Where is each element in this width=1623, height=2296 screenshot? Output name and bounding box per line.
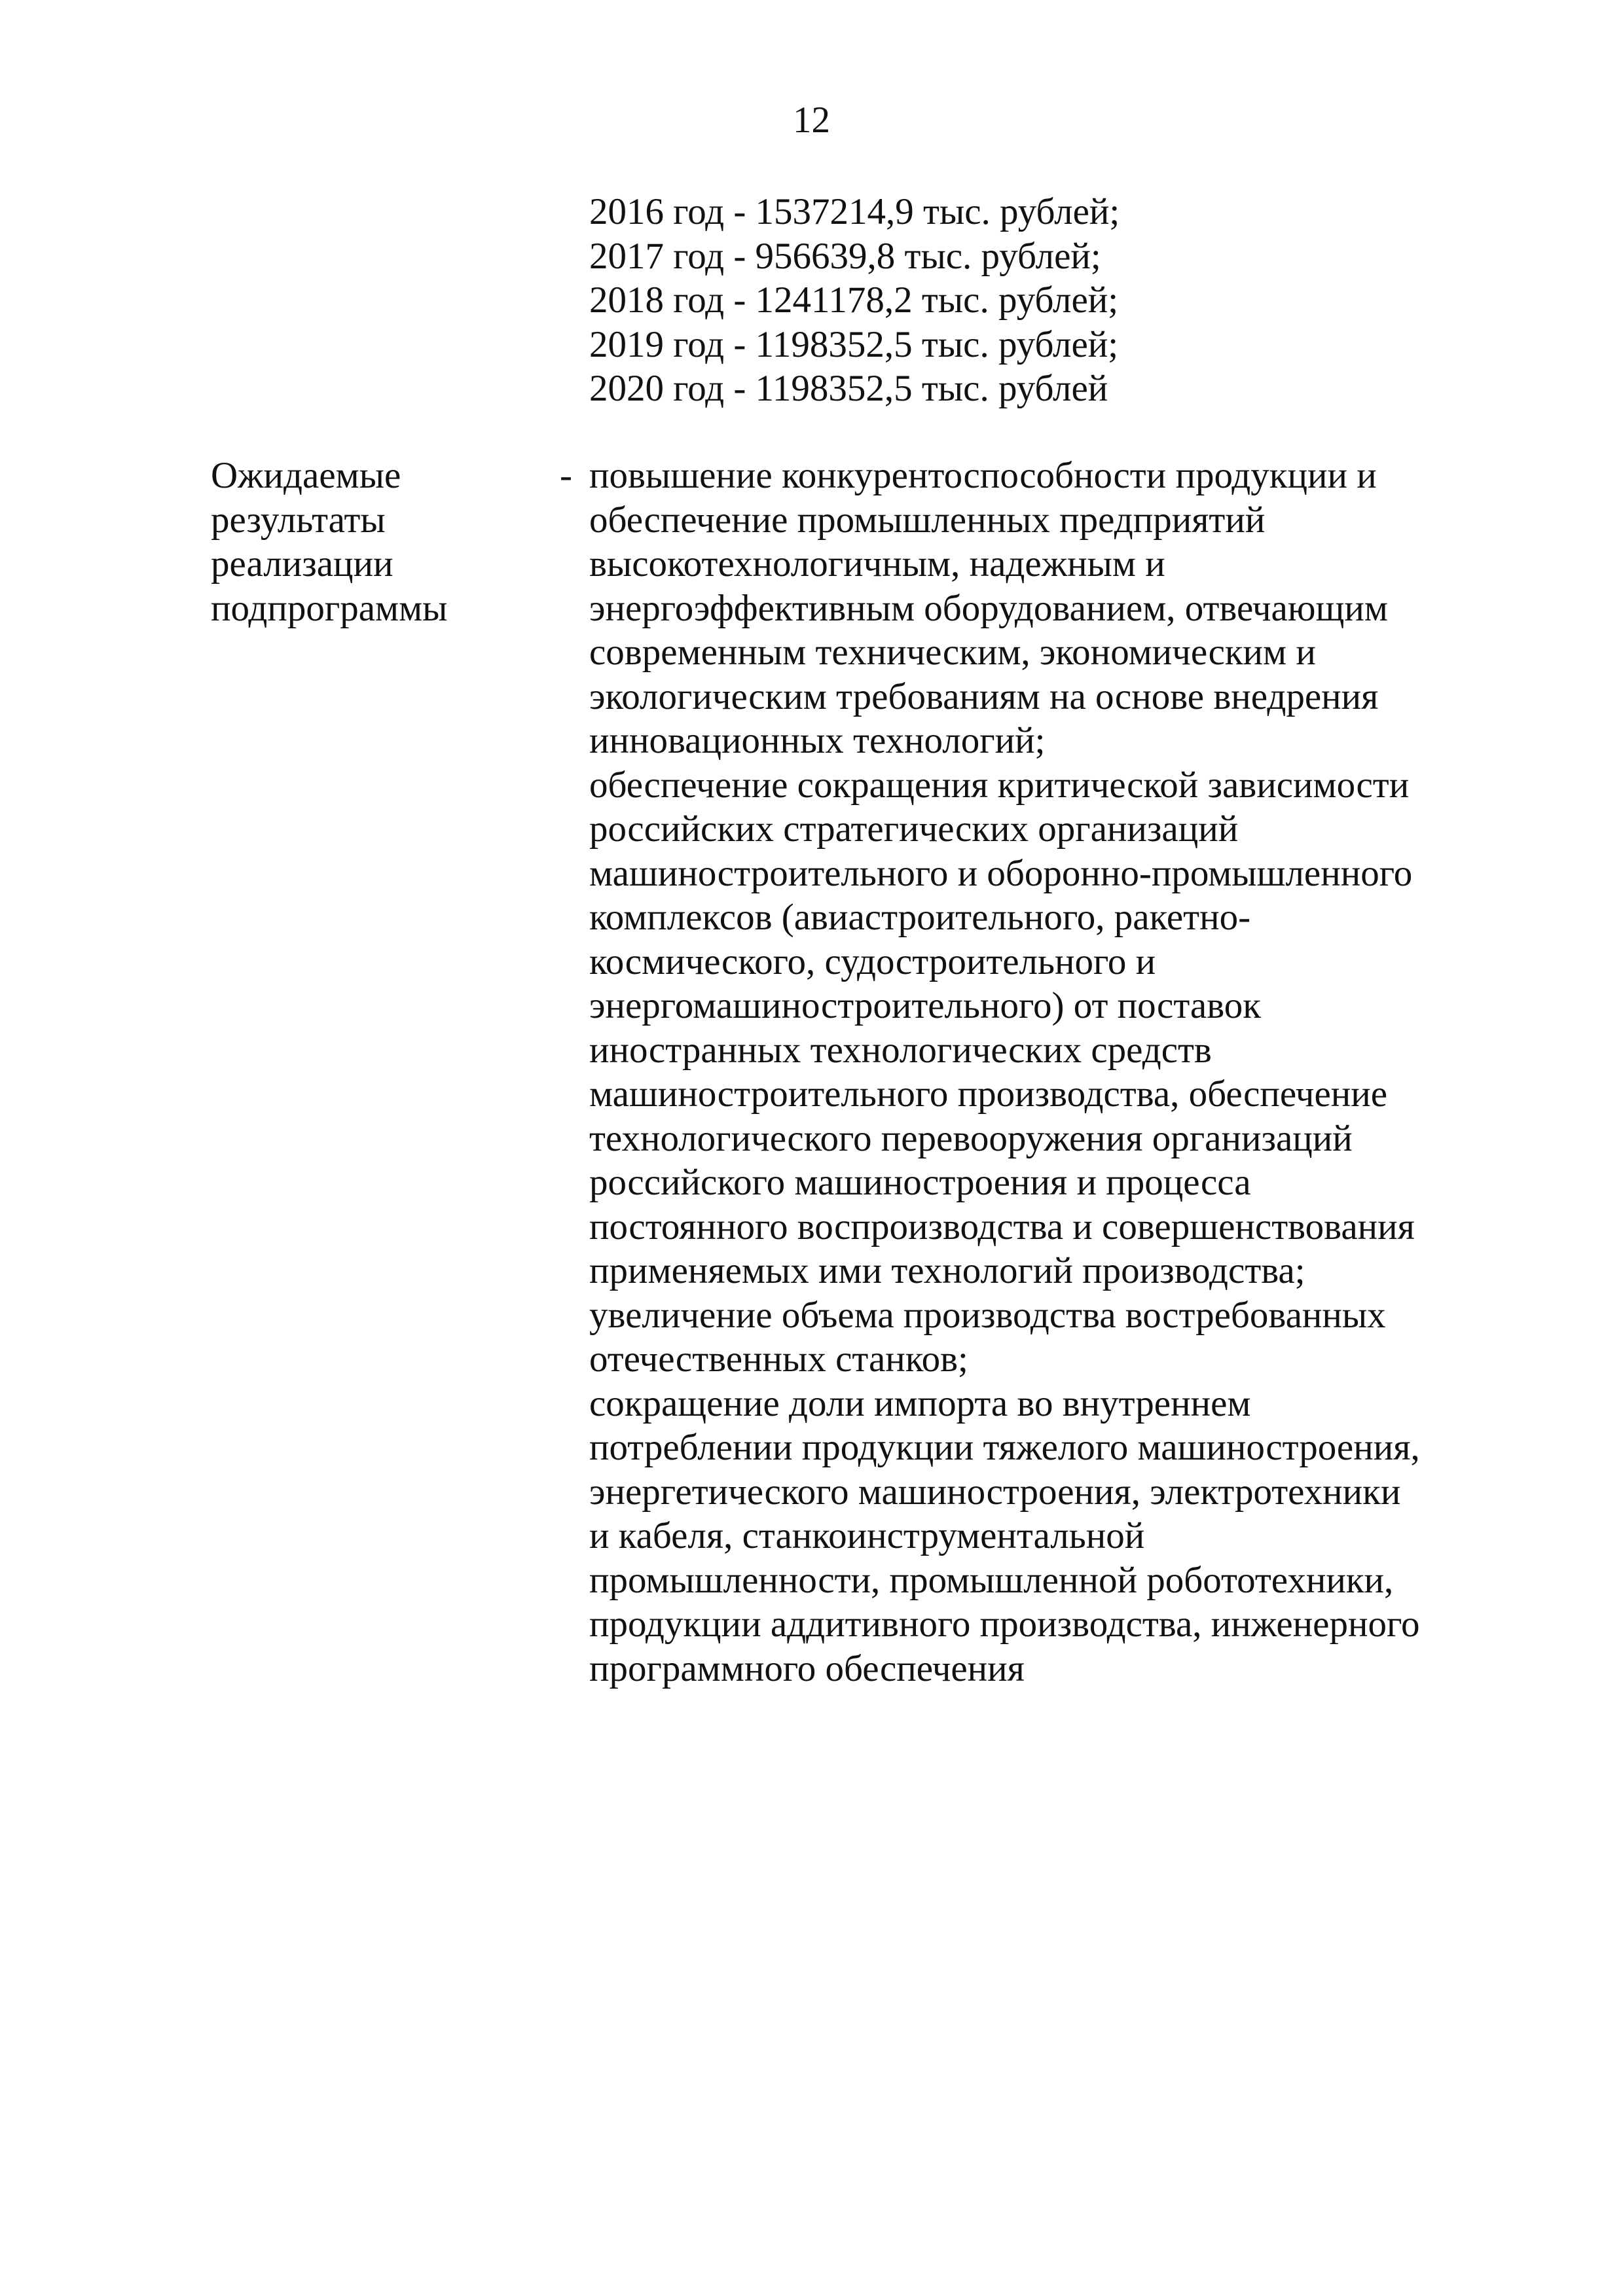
result-text-line: потреблении продукции тяжелого машиностроения, xyxy=(589,1427,1420,1468)
result-text-line: машиностроительного производства, обеспечение xyxy=(589,1073,1388,1115)
funding-line: 2018 год - 1241178,2 тыс. рублей; xyxy=(589,279,1119,321)
result-text-line: обеспечение промышленных предприятий xyxy=(589,499,1266,541)
label-line: реализации xyxy=(211,543,393,584)
result-text-line: инновационных технологий; xyxy=(589,720,1046,761)
results-label xyxy=(211,454,447,630)
label-line: Ожидаемые xyxy=(211,455,401,496)
funding-line: 2020 год - 1198352,5 тыс. рублей xyxy=(589,368,1108,409)
funding-line: 2016 год - 1537214,9 тыс. рублей; xyxy=(589,191,1120,232)
result-text-line: российского машиностроения и процесса xyxy=(589,1162,1251,1203)
label-line: результаты xyxy=(211,499,386,541)
expected-results-text xyxy=(589,454,1420,1691)
result-text-line: увеличение объема производства востребованных xyxy=(589,1294,1386,1336)
result-text-line: комплексов (авиастроительного, ракетно- xyxy=(589,897,1251,938)
result-text-line: и кабеля, станкоинструментальной xyxy=(589,1515,1145,1556)
result-text-line: энергоэффективным оборудованием, отвечающим xyxy=(589,587,1388,629)
page-number: 12 xyxy=(793,99,830,141)
result-text-line: продукции аддитивного производства, инженерного xyxy=(589,1604,1420,1645)
result-text-line: применяемых ими технологий производства; xyxy=(589,1250,1305,1291)
funding-line: 2017 год - 956639,8 тыс. рублей; xyxy=(589,235,1101,277)
result-text-line: российских стратегических организаций xyxy=(589,808,1239,850)
funding-line: 2019 год - 1198352,5 тыс. рублей; xyxy=(589,323,1119,365)
result-text-line: космического, судостроительного и xyxy=(589,941,1156,982)
dash-separator: - xyxy=(560,455,572,496)
result-text-line: иностранных технологических средств xyxy=(589,1029,1212,1071)
result-text-line: современным техническим, экономическим и xyxy=(589,632,1316,673)
result-text-line: технологического перевооружения организаций xyxy=(589,1117,1353,1159)
result-text-line: промышленности, промышленной робототехники, xyxy=(589,1559,1394,1601)
funding-by-year xyxy=(589,190,1120,411)
result-text-line: отечественных станков; xyxy=(589,1338,968,1380)
result-text-line: высокотехнологичным, надежным и xyxy=(589,543,1165,584)
result-text-line: машиностроительного и оборонно-промышленного xyxy=(589,852,1413,894)
result-text-line: энергетического машиностроения, электротехники xyxy=(589,1471,1401,1513)
result-text-line: программного обеспечения xyxy=(589,1647,1025,1689)
label-line: подпрограммы xyxy=(211,587,448,629)
result-text-line: обеспечение сокращения критической зависимости xyxy=(589,764,1410,806)
result-text-line: экологическим требованиям на основе внедрения xyxy=(589,675,1379,717)
result-text-line: повышение конкурентоспособности продукции и xyxy=(589,455,1377,496)
result-text-line: сокращение доли импорта во внутреннем xyxy=(589,1382,1251,1424)
result-text-line: постоянного воспроизводства и совершенствования xyxy=(589,1206,1415,1247)
result-text-line: энергомашиностроительного) от поставок xyxy=(589,985,1261,1026)
